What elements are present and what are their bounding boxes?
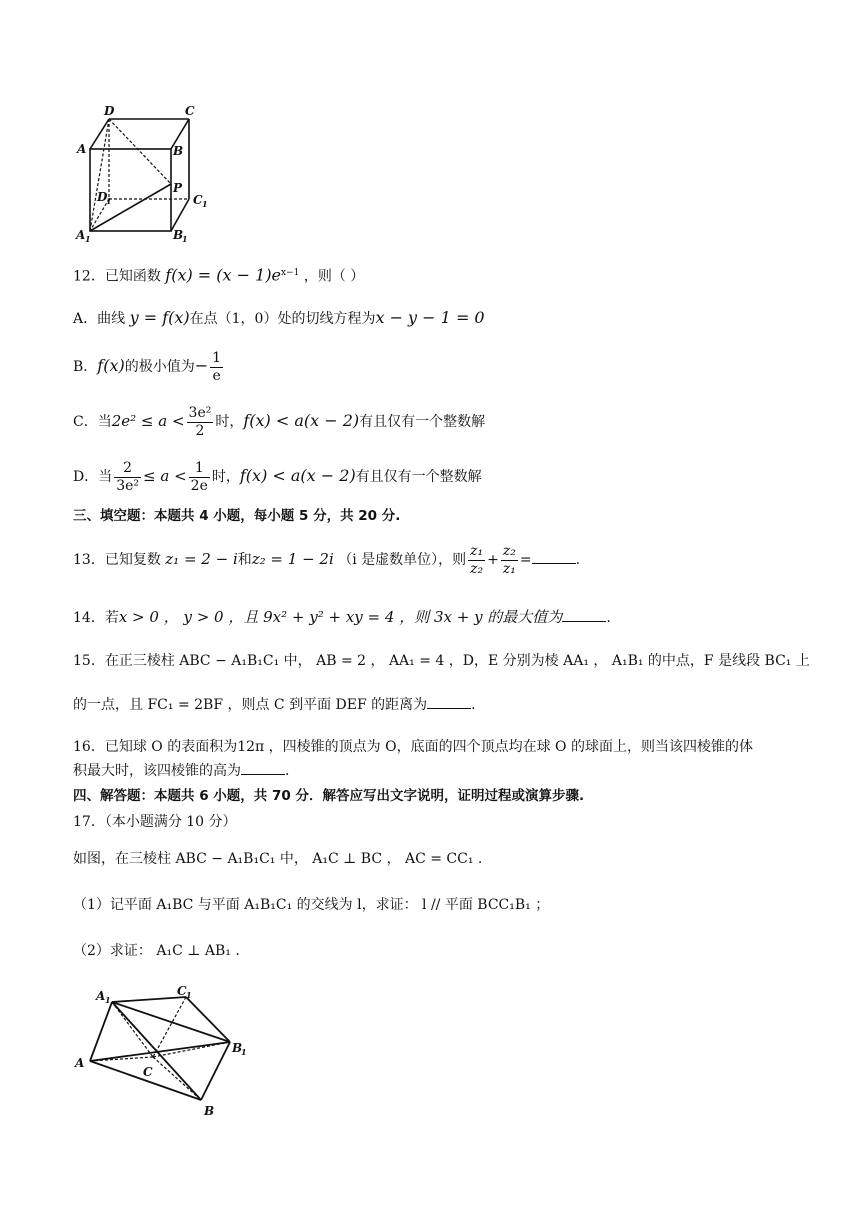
q12-exponent: x−1 (281, 268, 300, 278)
option-b (73, 346, 225, 387)
label-A1: A (76, 228, 86, 242)
period: . (285, 763, 290, 779)
question-14 (73, 606, 611, 629)
numerator: z₂ (502, 542, 516, 559)
option-c-math2: f(x) < a(x − 2) (243, 411, 360, 430)
period: . (471, 697, 476, 713)
label-C1: C (193, 193, 203, 207)
q13-and: 和 (237, 552, 252, 568)
denominator: e (212, 367, 221, 384)
option-a-math: y = f(x) (129, 308, 190, 327)
option-c-fraction (187, 405, 214, 440)
subscript-1: 1 (105, 995, 111, 1005)
numerator: 1 (212, 349, 222, 366)
numerator: 3e² (188, 404, 212, 421)
option-b-fraction (210, 350, 223, 385)
numerator: 1 (189, 460, 210, 478)
plus-sign: + (487, 552, 499, 568)
subscript-1: 1 (85, 234, 91, 244)
question-17-part-1: （1）记平面 A₁BC 与平面 A₁B₁C₁ 的交线为 l，求证： l // 平面 BCC₁B₁ ； (73, 897, 550, 913)
question-13 (73, 539, 580, 580)
section-3-heading: 三、填空题：本题共 4 小题，每小题 5 分，共 20 分. (73, 508, 401, 524)
q14-prefix: 14．若 (73, 610, 119, 626)
answer-blank[interactable] (427, 694, 471, 709)
equals-sign: = (519, 552, 532, 568)
numerator: z₁ (470, 542, 484, 559)
option-b-math: f(x) (97, 356, 125, 375)
answer-blank[interactable] (562, 607, 606, 622)
option-c-text3: 有且仅有一个整数解 (359, 414, 486, 430)
option-c-math: 2e² ≤ a < (111, 412, 185, 430)
label-B1: B (173, 228, 184, 242)
question-17-stem: 如图，在三棱柱 ABC − A₁B₁C₁ 中， A₁C ⊥ BC ， AC = CC₁ . (73, 851, 483, 867)
q14-text: x > 0 ， y > 0 ，且 9x² + y² + xy = 4 ，则 3x + y 的最大值为 (118, 608, 563, 626)
option-d-text3: 有且仅有一个整数解 (355, 469, 482, 485)
q12-function: f(x) = (x − 1)e (165, 265, 282, 285)
q12-prefix: 12．已知函数 (73, 268, 161, 285)
question-17-heading: 17．（本小题满分 10 分） (73, 814, 237, 830)
option-c-text: C．当 (73, 414, 112, 430)
answer-blank[interactable] (532, 549, 576, 564)
option-d-fraction-2 (189, 460, 210, 495)
label-P: P (173, 181, 183, 195)
option-d-math: ≤ a < (143, 467, 187, 485)
q13-z1: z₁ = 2 − i (165, 550, 238, 568)
q13-fraction-2 (501, 543, 518, 578)
label-D1: D (97, 190, 108, 204)
label-A: A (77, 142, 87, 156)
label-B: B (204, 1104, 215, 1118)
label-C1: C (177, 984, 187, 998)
q13-text: （i 是虚数单位），则 (338, 552, 467, 568)
label-D: D (104, 104, 115, 118)
section-4-heading: 四、解答题：本题共 6 小题，共 70 分．解答应写出文字说明，证明过程或演算步骤. (73, 788, 585, 804)
period: . (606, 610, 611, 626)
option-a (73, 307, 485, 330)
label-B: B (173, 144, 184, 158)
q12-suffix: ，则（ ） (303, 268, 365, 285)
numerator: 2 (114, 460, 141, 478)
subscript-1: 1 (106, 196, 112, 206)
denominator: z₁ (502, 560, 516, 577)
denominator: 2 (195, 422, 205, 439)
option-c-text2: 时， (215, 414, 244, 430)
label-A: A (75, 1056, 85, 1070)
q16-text: 积最大时，该四棱锥的高为 (73, 763, 241, 779)
subscript-1: 1 (241, 1047, 247, 1057)
q13-z2: z₂ = 1 − 2i (251, 550, 334, 568)
prism-figure (73, 980, 248, 1120)
option-a-text2: 在点（1，0）处的切线方程为 (189, 311, 376, 327)
option-d (73, 456, 482, 497)
q13-prefix: 13．已知复数 (73, 552, 161, 568)
denominator: 2e (190, 477, 208, 494)
q15-text: 的一点，且 FC₁ = 2BF ，则点 C 到平面 DEF 的距离为 (73, 697, 428, 713)
option-d-text: D．当 (73, 469, 113, 485)
option-b-text: B． (73, 359, 98, 375)
label-A1: A (96, 989, 106, 1003)
option-d-text2: 时， (211, 469, 240, 485)
option-b-text2: 的极小值为 (124, 359, 195, 375)
question-15-line-1: 15．在正三棱柱 ABC − A₁B₁C₁ 中， AB = 2 ， AA₁ = 4 ，D，E 分别为棱 AA₁ ， A₁B₁ 的中点，F 是线段 BC₁ 上 (73, 653, 810, 669)
subscript-1: 1 (182, 234, 188, 244)
option-a-text: A．曲线 (73, 311, 126, 327)
label-B1: B (232, 1041, 243, 1055)
denominator: 3e² (116, 477, 140, 494)
question-15-line-2 (73, 694, 476, 716)
subscript-1: 1 (186, 990, 192, 1000)
subscript-1: 1 (202, 199, 208, 209)
option-a-math2: x − y − 1 = 0 (375, 308, 485, 327)
option-c (73, 401, 485, 442)
label-C: C (185, 104, 195, 118)
option-d-math2: f(x) < a(x − 2) (239, 466, 356, 485)
cube-figure (73, 100, 218, 245)
question-17-part-2: （2）求证： A₁C ⊥ AB₁ . (73, 943, 240, 959)
period: . (575, 552, 581, 568)
option-b-minus: − (194, 356, 209, 375)
q13-fraction-1 (468, 543, 485, 578)
denominator: z₂ (470, 560, 484, 577)
question-12-stem (73, 262, 364, 288)
question-16-line-1: 16．已知球 O 的表面积为12π ，四棱锥的顶点为 O，底面的四个顶点均在球 O 的球面上，则当该四棱锥的体 (73, 739, 753, 755)
question-16-line-2 (73, 760, 289, 782)
option-d-fraction-1 (114, 460, 141, 495)
label-C: C (143, 1065, 153, 1079)
answer-blank[interactable] (241, 760, 285, 775)
